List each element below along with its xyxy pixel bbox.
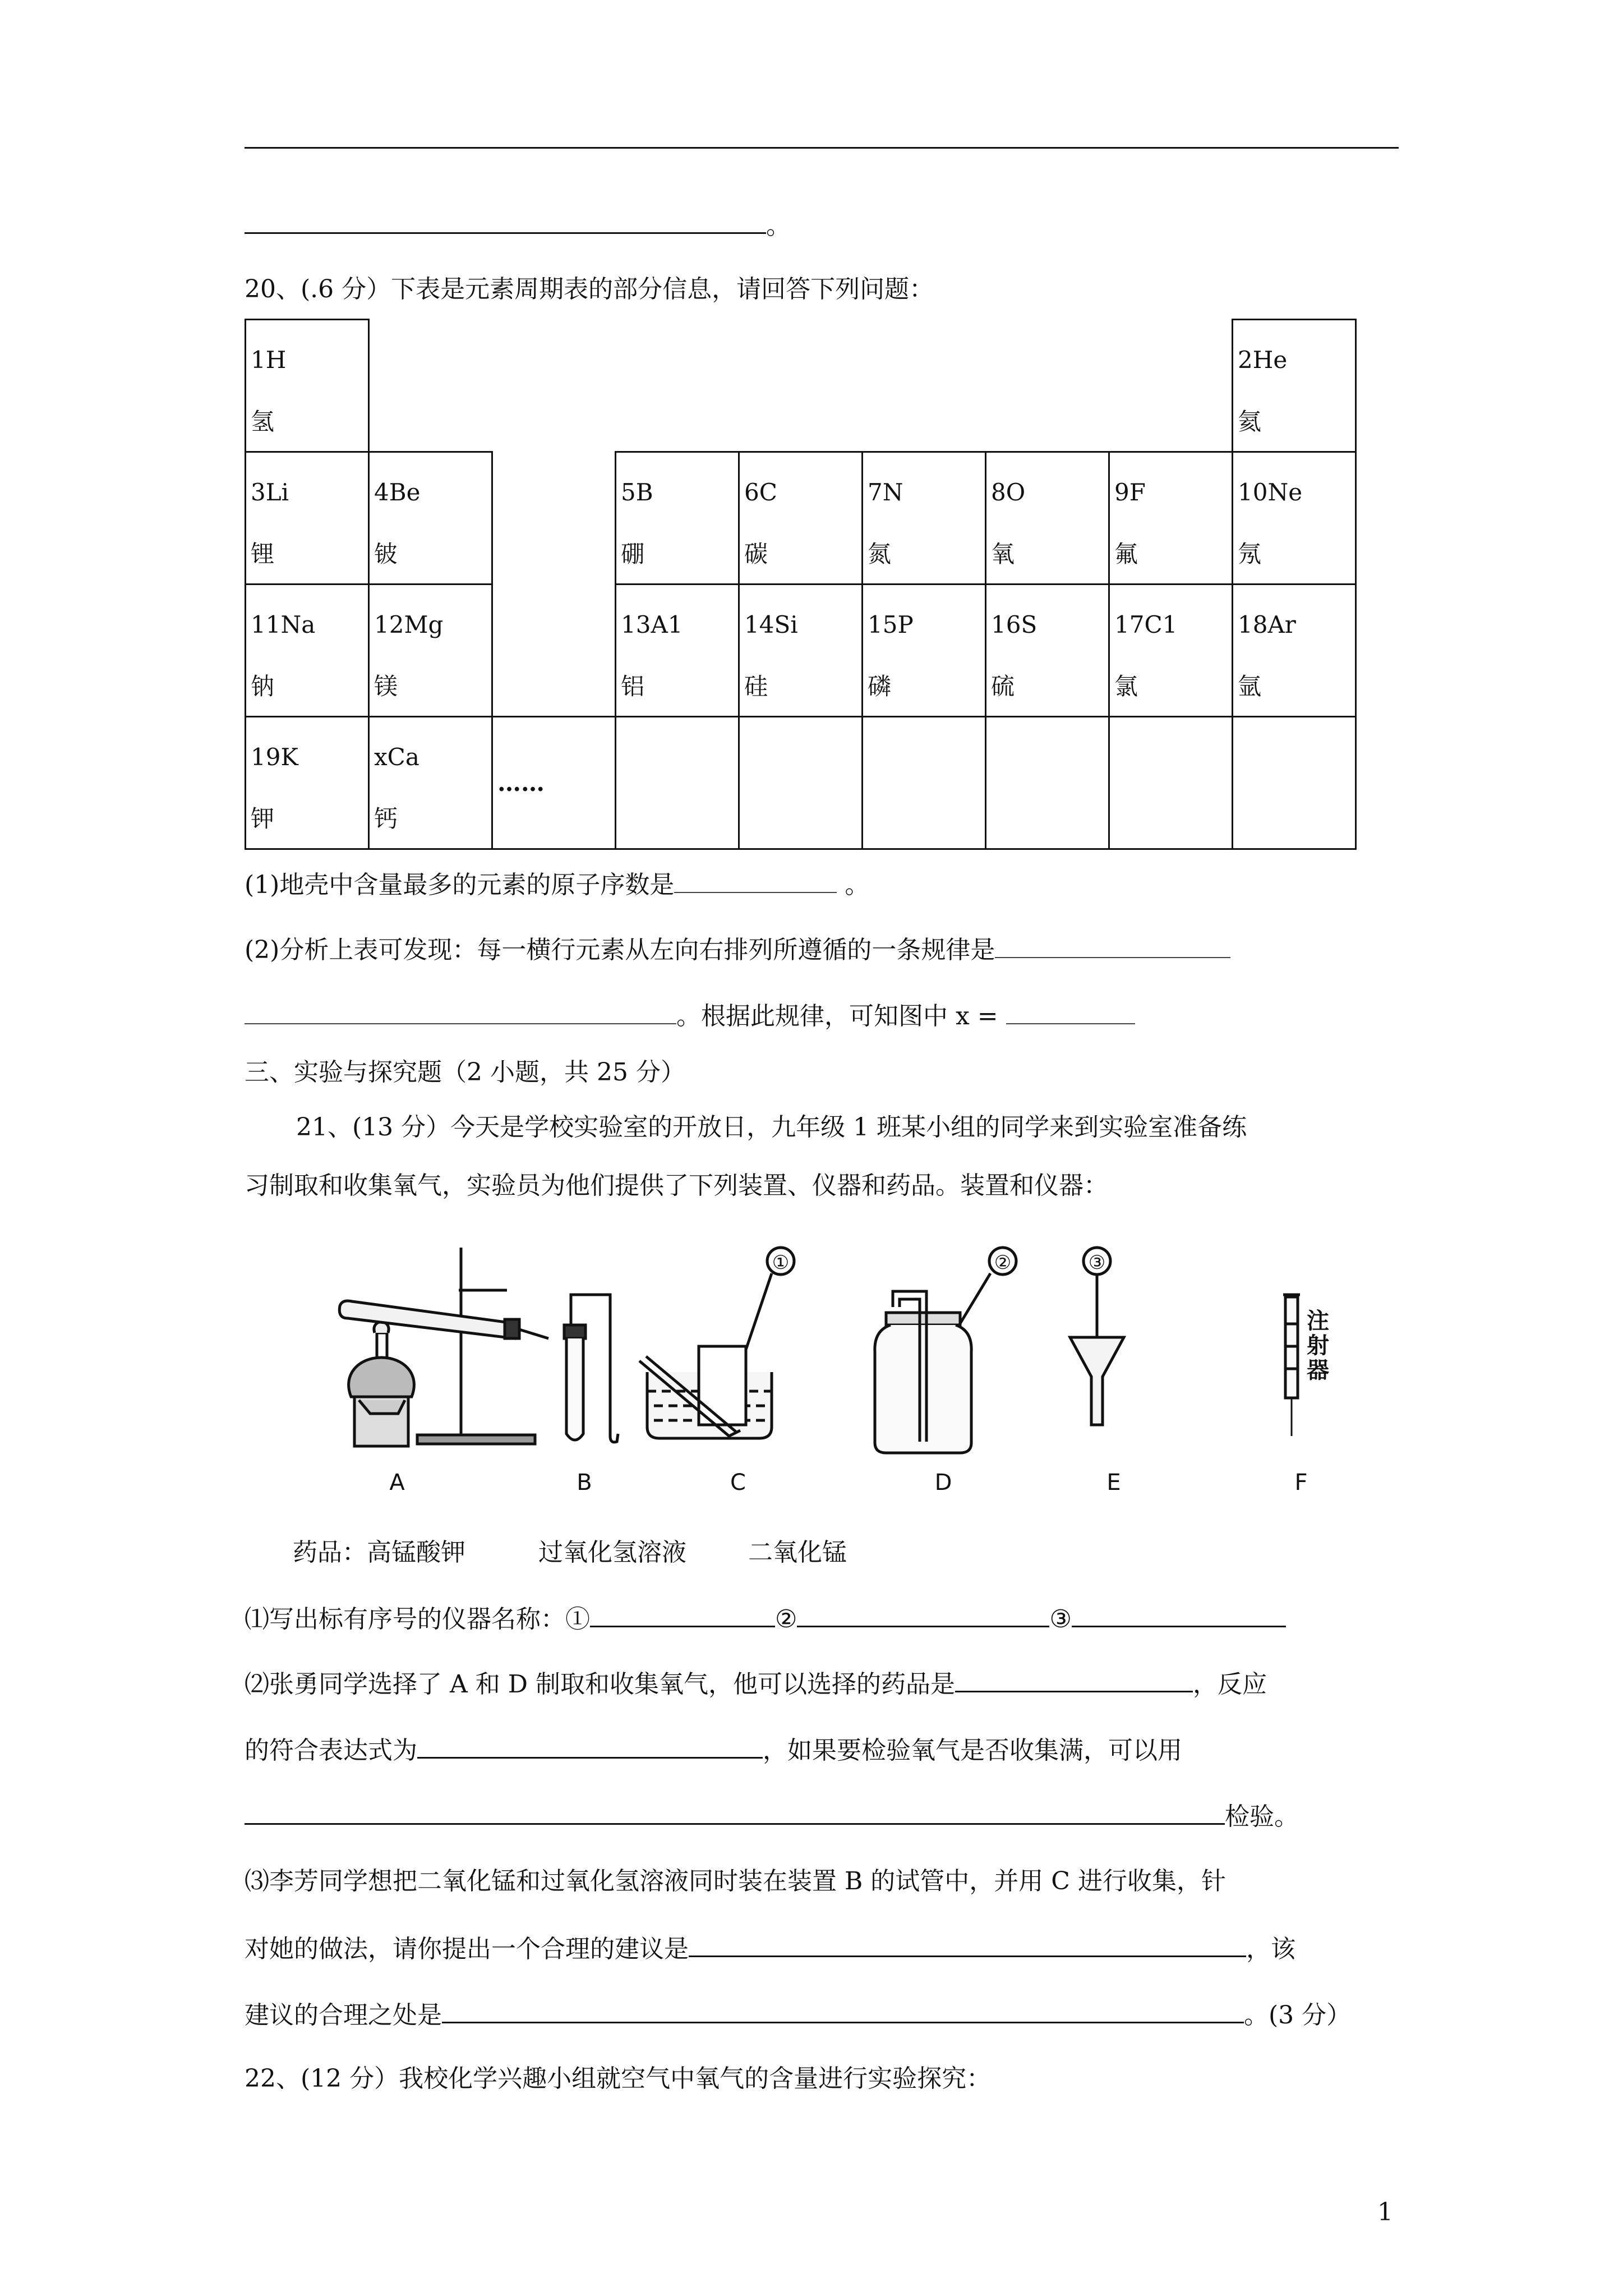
empty-cell [1109, 320, 1233, 452]
element-symbol [1233, 717, 1355, 741]
element-cell [246, 320, 369, 452]
element-name: 硅 [744, 673, 768, 700]
periodic-row [246, 452, 1356, 585]
element-name: 硫 [991, 673, 1015, 700]
chemical-mno2: 二氧化锰 [748, 1538, 847, 1567]
label-c: C [730, 1470, 746, 1496]
q21-part3-line3 [245, 1997, 1351, 2032]
chemicals-line [293, 1536, 847, 1570]
element-cell [863, 717, 986, 849]
element-cell [246, 452, 369, 585]
element-cell [863, 585, 986, 717]
empty-cell [616, 320, 739, 452]
element-name: 氢 [251, 408, 275, 435]
q22-title: 22、(12 分）我校化学兴趣小组就空气中氧气的含量进行实验探究： [245, 2064, 992, 2093]
element-symbol: 15P [868, 611, 914, 638]
element-name: 氧 [991, 540, 1015, 568]
element-name: 磷 [868, 673, 892, 700]
q21-part2-line3 [245, 1798, 1299, 1834]
element-symbol: 10Ne [1238, 478, 1303, 506]
q21-part3-line1: ⑶李芳同学想把二氧化锰和过氧化氢溶液同时装在装置 B 的试管中，并用 C 进行收集，针 [245, 1867, 1226, 1895]
periodic-row [246, 585, 1356, 717]
element-name: 氦 [1238, 408, 1262, 435]
q21-part1 [245, 1601, 1286, 1636]
q20-part1-text: (1)地壳中含量最多的元素的原子序数是 [245, 871, 675, 899]
element-cell [1233, 320, 1356, 452]
q20-part2-text: (2)分析上表可发现：每一横行元素从左向右排列所遵循的一条规律是 [245, 936, 995, 964]
element-name [863, 741, 985, 770]
element-symbol: 2He [1238, 346, 1288, 374]
element-symbol [1110, 717, 1232, 741]
marker-2: ② [994, 1251, 1012, 1274]
check-method-blank[interactable] [245, 1798, 1225, 1825]
element-symbol: 7N [868, 478, 903, 506]
chemicals-label: 药品： [293, 1538, 367, 1567]
reason-blank[interactable] [442, 1997, 1244, 2023]
q20-part2-mid: 。根据此规律，可知图中 x = [676, 1002, 1006, 1030]
element-name [1110, 741, 1232, 770]
element-cell [1233, 585, 1356, 717]
element-name: 镁 [374, 673, 398, 700]
q21-part2-line1 [245, 1666, 1267, 1701]
element-cell [986, 585, 1109, 717]
instrument-2-blank[interactable] [797, 1601, 1049, 1627]
empty-cell [739, 320, 863, 452]
q21-part2-line2 [245, 1732, 1182, 1768]
element-cell [616, 452, 739, 585]
element-cell [739, 452, 863, 585]
element-symbol [986, 717, 1108, 741]
element-name: 钙 [374, 805, 398, 832]
periodic-table [245, 319, 1357, 850]
chemical-h2o2: 过氧化氢溶液 [538, 1538, 686, 1567]
apparatus-f [1283, 1295, 1300, 1436]
q21-part2-end3: 检验。 [1225, 1802, 1299, 1831]
apparatus-d [875, 1248, 1016, 1453]
equation-blank[interactable] [417, 1732, 763, 1759]
element-symbol: 17C1 [1114, 611, 1178, 638]
periodic-row [246, 717, 1356, 849]
q20-title: 20、(.6 分）下表是元素周期表的部分信息，请回答下列问题： [245, 275, 934, 303]
instrument-1-blank[interactable] [590, 1601, 775, 1627]
marker-1: ① [772, 1251, 790, 1274]
reagent-blank[interactable] [955, 1666, 1193, 1692]
element-name: 碳 [744, 540, 768, 568]
label-f: F [1294, 1470, 1308, 1496]
q20-part2-blank-a[interactable] [995, 932, 1230, 958]
element-name [986, 741, 1108, 770]
element-name: 氩 [1238, 673, 1262, 700]
element-name: 锂 [251, 540, 275, 568]
q21-part2-text1: ⑵张勇同学选择了 A 和 D 制取和收集氧气，他可以选择的药品是 [245, 1670, 955, 1699]
element-name [616, 741, 738, 770]
element-cell [1109, 585, 1233, 717]
syringe-label-1: 注 [1307, 1308, 1329, 1334]
element-name: 铍 [374, 540, 398, 568]
element-symbol: …… [497, 769, 545, 797]
element-symbol [740, 717, 861, 741]
element-name: 氮 [868, 540, 892, 568]
element-symbol: 16S [991, 611, 1038, 638]
element-symbol: 6C [744, 478, 777, 506]
q20-part1 [245, 867, 869, 902]
element-symbol: 11Na [251, 611, 316, 638]
q20-part2-blank-b[interactable] [245, 999, 676, 1024]
q21-part3-end2: ，该 [1246, 1935, 1295, 1963]
label-e: E [1106, 1470, 1121, 1496]
empty-cell [863, 320, 986, 452]
element-cell [616, 717, 739, 849]
element-name [740, 741, 861, 770]
marker-3: ③ [1088, 1251, 1106, 1274]
element-cell [1233, 452, 1356, 585]
empty-cell [492, 320, 616, 452]
element-cell [986, 452, 1109, 585]
q20-part1-end: 。 [837, 871, 870, 899]
element-name: 氖 [1238, 540, 1262, 568]
element-symbol: 18Ar [1238, 611, 1296, 638]
element-symbol [863, 717, 985, 741]
element-symbol: 14Si [744, 611, 798, 638]
element-symbol: 8O [991, 478, 1026, 506]
element-name [1233, 741, 1355, 770]
label-b: B [577, 1470, 592, 1496]
marker-3-ref: ③ [1049, 1605, 1072, 1634]
element-symbol: 3Li [251, 478, 289, 506]
element-symbol: 4Be [374, 478, 421, 506]
element-cell [739, 585, 863, 717]
section3-title: 三、实验与探究题（2 小题，共 25 分） [245, 1058, 685, 1087]
element-symbol: 9F [1114, 478, 1146, 506]
element-cell [986, 717, 1109, 849]
element-name: 铝 [621, 673, 645, 700]
element-cell [1109, 717, 1233, 849]
q21-part3-line2 [245, 1931, 1295, 1966]
element-symbol: 1H [251, 346, 287, 374]
element-name: 钾 [251, 805, 275, 832]
page-number: 1 [1377, 2198, 1393, 2226]
apparatus-figure [303, 1234, 1391, 1503]
q21-part3-text2: 对她的做法，请你提出一个合理的建议是 [245, 1935, 689, 1963]
q21-part2-end2: ，如果要检验氧气是否收集满，可以用 [763, 1736, 1182, 1765]
element-cell [492, 717, 616, 849]
element-cell [246, 585, 369, 717]
empty-cell [492, 585, 616, 717]
syringe-label-3: 器 [1307, 1358, 1329, 1383]
q20-part1-blank[interactable] [674, 867, 837, 893]
element-name: 硼 [621, 540, 645, 568]
apparatus-a [339, 1248, 548, 1446]
element-cell [739, 717, 863, 849]
element-cell [863, 452, 986, 585]
q21-part2-text2: 的符合表达式为 [245, 1736, 417, 1765]
element-symbol: 12Mg [374, 611, 444, 638]
label-d: D [934, 1470, 952, 1496]
q21-part2-end1: ，反应 [1193, 1670, 1267, 1699]
element-symbol [616, 717, 738, 741]
answer-blank[interactable] [245, 208, 766, 234]
suggestion-blank[interactable] [689, 1931, 1246, 1957]
marker-2-ref: ② [775, 1605, 797, 1634]
element-cell [369, 717, 492, 849]
element-name: 钠 [251, 673, 275, 700]
chemical-kmno4: 高锰酸钾 [367, 1538, 465, 1567]
q21-intro-line1: 21、(13 分）今天是学校实验室的开放日，九年级 1 班某小组的同学来到实验室准备练 [296, 1113, 1247, 1142]
element-symbol: 19K [251, 743, 298, 771]
element-symbol: 5B [621, 478, 653, 506]
element-cell [369, 585, 492, 717]
element-cell [1109, 452, 1233, 585]
q20-part2-line1 [245, 932, 1230, 967]
marker-1-ref: ① [565, 1605, 590, 1634]
q21-part1-text: ⑴写出标有序号的仪器名称： [245, 1605, 565, 1634]
label-a: A [389, 1470, 405, 1496]
element-cell [246, 717, 369, 849]
element-name [493, 799, 615, 829]
apparatus-b [564, 1295, 618, 1442]
element-cell [369, 452, 492, 585]
q19-answer-line [245, 208, 791, 243]
empty-cell [369, 320, 492, 452]
periodic-row [246, 320, 1356, 452]
q21-part3-text3: 建议的合理之处是 [245, 2001, 442, 2030]
empty-cell [986, 320, 1109, 452]
element-cell [616, 585, 739, 717]
q19-period: 。 [766, 211, 791, 240]
element-name: 氟 [1114, 540, 1138, 568]
syringe-label-2: 射 [1307, 1333, 1329, 1359]
empty-cell [492, 452, 616, 585]
element-symbol: xCa [374, 743, 419, 771]
apparatus-e [1070, 1248, 1124, 1425]
instrument-3-blank[interactable] [1072, 1601, 1286, 1627]
q20-x-blank[interactable] [1006, 999, 1135, 1024]
q20-part2-line2 [245, 999, 1135, 1033]
element-cell [1233, 717, 1356, 849]
apparatus-c [639, 1248, 794, 1438]
q21-intro-line2: 习制取和收集氧气，实验员为他们提供了下列装置、仪器和药品。装置和仪器： [245, 1171, 1108, 1200]
q21-part3-end3: 。(3 分） [1244, 2001, 1352, 2030]
header-rule [245, 147, 1399, 149]
element-name: 氯 [1114, 673, 1138, 700]
element-symbol: 13A1 [621, 611, 683, 638]
